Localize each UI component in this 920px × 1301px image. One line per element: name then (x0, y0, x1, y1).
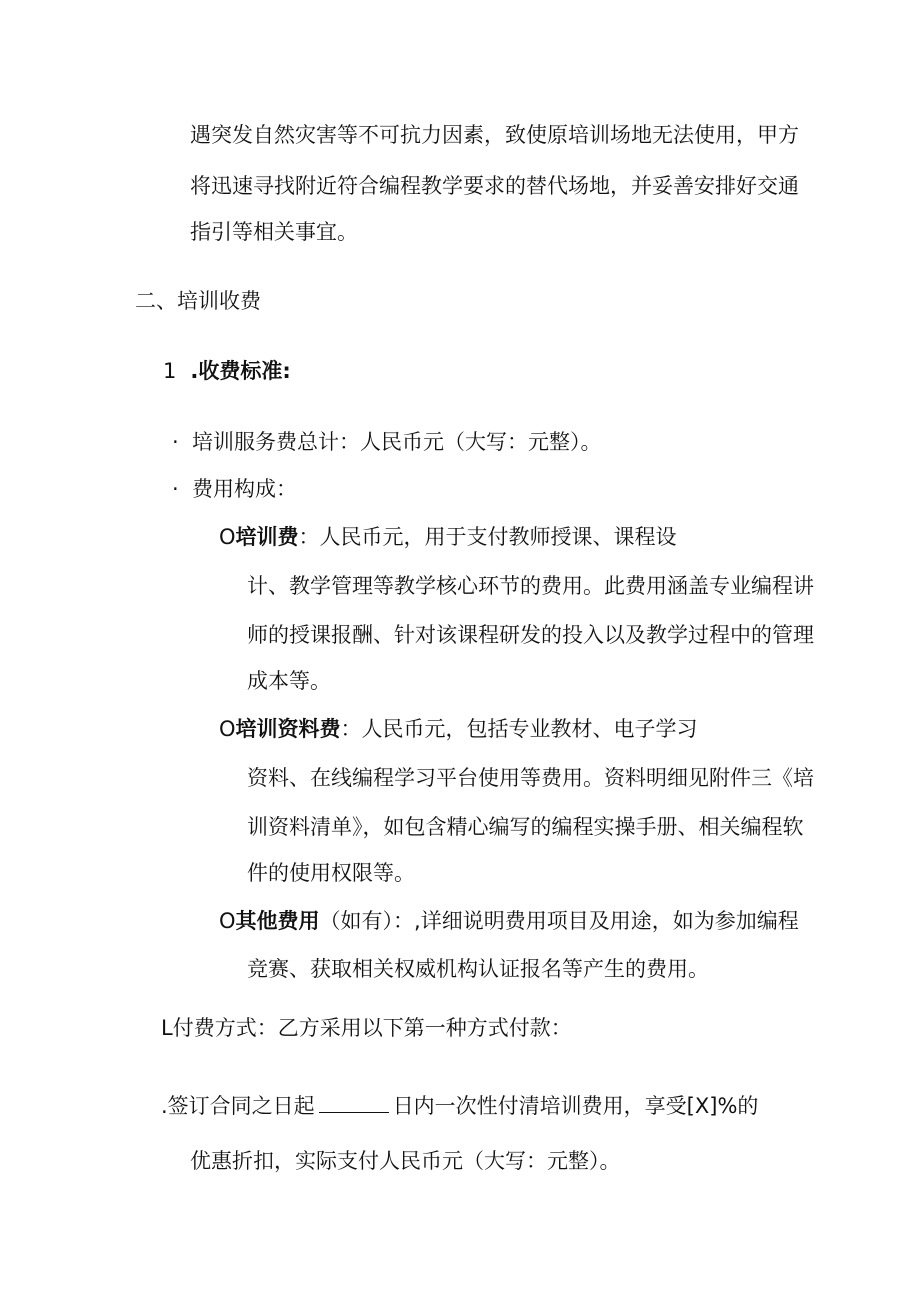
circle-marker-icon: O (219, 717, 236, 741)
other-fee-text: （如有）：,详细说明费用项目及用途，如为参加编程 (319, 909, 799, 933)
training-fee-line-2: 计、教学管理等教学核心环节的费用。此费用涵盖专业编程讲 (247, 574, 814, 598)
payment-option-1-line-1 (161, 1091, 758, 1121)
materials-fee-line-4: 件的使用权限等。 (247, 861, 415, 885)
payment-option-1-suffix: 日内一次性付清培训费用，享受[X]%的 (392, 1094, 759, 1118)
section-two-heading: 二、培训收费 (135, 289, 261, 313)
materials-fee-label: 培训资料费 (235, 717, 341, 741)
materials-fee-text: ：人民币元，包括专业教材、电子学习 (340, 717, 698, 741)
materials-fee-line-2: 资料、在线编程学习平台使用等费用。资料明细见附件三《培 (247, 766, 814, 790)
continuation-line-2: 将迅速寻找附近符合编程教学要求的替代场地，并妥善安排好交通 (190, 174, 799, 198)
payment-method-heading: L付费方式：乙方采用以下第一种方式付款： (161, 1016, 572, 1040)
bullet-dot-icon: · (172, 430, 179, 454)
circle-marker-icon: O (219, 525, 236, 549)
bullet-total (172, 427, 602, 457)
materials-fee-line-1 (219, 714, 698, 744)
training-fee-label: 培训费 (235, 525, 299, 549)
payment-option-1-line-2: 优惠折扣，实际支付人民币元（大写：元整）。 (190, 1149, 621, 1173)
other-fee-line-2: 竞赛、获取相关权威机构认证报名等产生的费用。 (247, 957, 709, 981)
training-fee-line-1 (219, 522, 677, 552)
bullet-dot-icon: · (172, 477, 179, 501)
bullet-composition (172, 474, 297, 504)
bullet-composition-text: 费用构成： (192, 477, 297, 501)
training-fee-text: ：人民币元，用于支付教师授课、课程设 (298, 525, 677, 549)
training-fee-line-4: 成本等。 (247, 669, 331, 693)
other-fee-label: 其他费用 (235, 909, 320, 933)
materials-fee-line-3: 训资料清单》，如包含精心编写的编程实操手册、相关编程软 (247, 815, 804, 839)
continuation-line-1: 遇突发自然灾害等不可抗力因素，致使原培训场地无法使用，甲方 (190, 123, 799, 147)
days-blank-field[interactable] (319, 1092, 389, 1113)
circle-marker-icon: O (219, 909, 236, 933)
fee-standard-heading (163, 356, 291, 386)
payment-option-1-prefix: .签订合同之日起 (161, 1094, 315, 1118)
bullet-total-text: 培训服务费总计：人民币元（大写：元整）。 (192, 430, 602, 454)
training-fee-line-3: 师的授课报酬、针对该课程研发的投入以及教学过程中的管理 (247, 623, 814, 647)
item-title: .收费标准: (190, 359, 291, 383)
item-number: 1 (163, 359, 177, 383)
continuation-line-3: 指引等相关事宜。 (190, 220, 358, 244)
other-fee-line-1 (219, 906, 799, 936)
